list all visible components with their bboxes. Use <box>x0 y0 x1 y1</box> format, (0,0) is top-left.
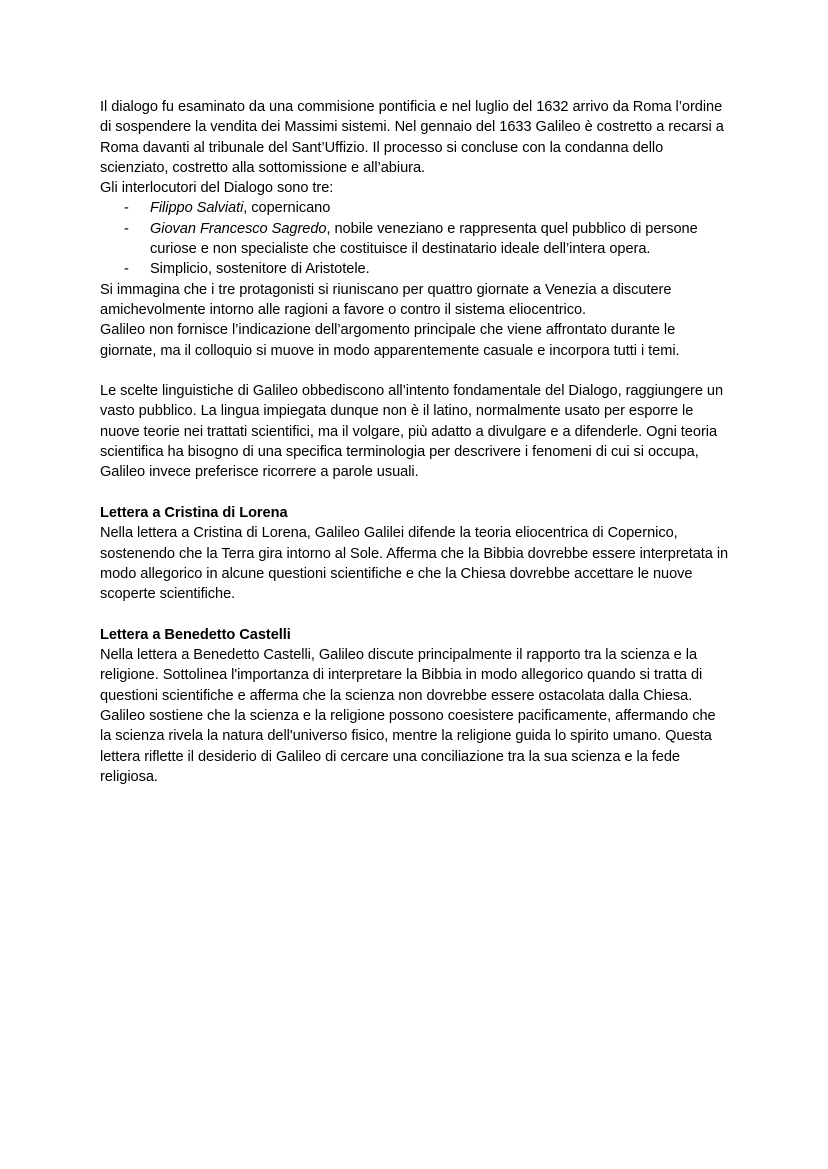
paragraph-interlocutori-intro: Gli interlocutori del Dialogo sono tre: <box>100 180 334 197</box>
interlocutor-name: Giovan Francesco Sagredo <box>150 220 327 237</box>
paragraph-giornate: Galileo non fornisce l’indicazione dell’argomento principale che viene affrontato durante le giornate, ma il colloquio si muove in modo apparentemente casuale e incorpora tutti i temi. <box>100 322 680 359</box>
interlocutori-list <box>100 198 730 279</box>
document-page <box>100 97 730 787</box>
list-dash: - <box>124 261 129 278</box>
list-item <box>100 198 730 218</box>
paragraph-scelte-linguistiche: Le scelte linguistiche di Galileo obbediscono all’intento fondamentale del Dialogo, raggiungere un vasto pubblico. La lingua impiegata dunque non è il latino, normalmente usato per esporre le nuove teorie nei trattati scientifici, ma il volgare, più adatto a divulgare e a difenderle. Ogni teoria scientifica ha bisogno di una specifica terminologia per descrivere i fenomeni di cui si occupa, Galileo invece preferisce ricorrere a parole usuali. <box>100 383 724 481</box>
interlocutor-description: , copernicano <box>243 200 331 217</box>
paragraph-protagonisti: Si immagina che i tre protagonisti si riuniscano per quattro giornate a Venezia a discutere amichevolmente intorno alle ragioni a favore o contro il sistema eliocentrico. <box>100 281 672 318</box>
heading-lettera-cristina: Lettera a Cristina di Lorena <box>100 504 288 521</box>
paragraph-spacer <box>100 361 730 381</box>
paragraph-spacer <box>100 483 730 503</box>
list-dash: - <box>124 200 129 217</box>
paragraph-lettera-castelli: Nella lettera a Benedetto Castelli, Galileo discute principalmente il rapporto tra la scienza e la religione. Sottolinea l'importanza di interpretare la Bibbia in modo allegorico quando si tratta di questioni scientifiche e afferma che la scienza non dovrebbe essere ostacolata dalla Chiesa. Galileo sostiene che la scienza e la religione possono coesistere pacificamente, affermando che la scienza rivela la natura dell'universo fisico, mentre la religione guida lo spirito umano. Questa lettera riflette il desiderio di Galileo di cercare una conciliazione tra la sua scienza e la fede religiosa. <box>100 647 716 785</box>
list-dash: - <box>124 220 129 237</box>
list-item <box>100 219 730 260</box>
paragraph-condanna: Il dialogo fu esaminato da una commisione pontificia e nel luglio del 1632 arrivo da Roma l’ordine di sospendere la vendita dei Massimi sistemi. Nel gennaio del 1633 Galileo è costretto a recarsi a Roma davanti al tribunale del Sant’Uffizio. Il processo si concluse con la condanna dello scienziato, costretto alla sottomissione e all’abiura. <box>100 99 724 176</box>
list-item <box>100 259 730 279</box>
paragraph-lettera-cristina: Nella lettera a Cristina di Lorena, Galileo Galilei difende la teoria eliocentrica di Copernico, sostenendo che la Terra gira intorno al Sole. Afferma che la Bibbia dovrebbe essere interpretata in modo allegorico in alcune questioni scientifiche e che la Chiesa dovrebbe accettare le nuove scoperte scientifiche. <box>100 525 729 603</box>
paragraph-spacer <box>100 604 730 624</box>
interlocutor-name: Filippo Salviati <box>150 200 244 217</box>
interlocutor-description: Simplicio, sostenitore di Aristotele. <box>150 261 370 278</box>
heading-lettera-castelli: Lettera a Benedetto Castelli <box>100 626 291 643</box>
interlocutor-description: , nobile veneziano e rappresenta quel pubblico di persone curiose e non specialiste che costituisce il destinatario ideale dell’intera opera. <box>150 220 698 258</box>
